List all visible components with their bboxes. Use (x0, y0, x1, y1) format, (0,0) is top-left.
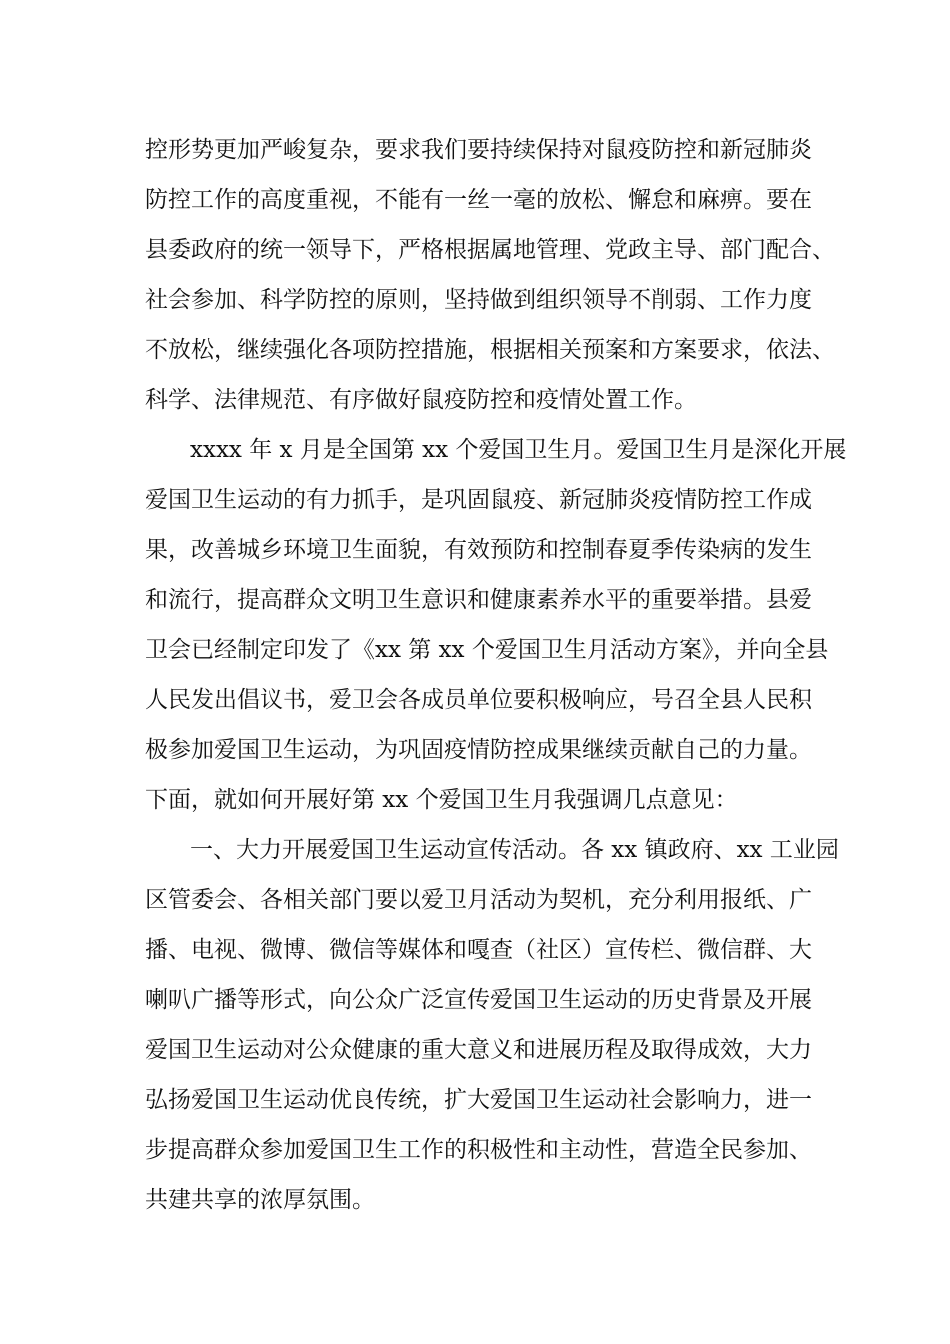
text-line: 喇叭广播等形式，向公众广泛宣传爱国卫生运动的历史背景及开展 (145, 987, 812, 1013)
text-line: 步提高群众参加爱国卫生工作的积极性和主动性，营造全民参加、 (145, 1137, 812, 1163)
text-line: 科学、法律规范、有序做好鼠疫防控和疫情处置工作。 (145, 387, 697, 413)
text-line: 和流行，提高群众文明卫生意识和健康素养水平的重要举措。县爱 (145, 587, 812, 613)
text-line: 极参加爱国卫生运动，为巩固疫情防控成果继续贡献自己的力量。 (145, 737, 812, 763)
text-line: 控形势更加严峻复杂，要求我们要持续保持对鼠疫防控和新冠肺炎 (145, 137, 812, 163)
text-line: 区管委会、各相关部门要以爱卫月活动为契机，充分利用报纸、广 (145, 887, 812, 913)
text-line: 弘扬爱国卫生运动优良传统，扩大爱国卫生运动社会影响力，进一 (145, 1087, 812, 1113)
text-line: 果，改善城乡环境卫生面貌，有效预防和控制春夏季传染病的发生 (145, 537, 812, 563)
paragraph-first-line: xxxx 年 x 月是全国第 xx 个爱国卫生月。爱国卫生月是深化开展 (190, 437, 847, 463)
text-line: 社会参加、科学防控的原则，坚持做到组织领导不削弱、工作力度 (145, 287, 812, 313)
text-line: 卫会已经制定印发了《xx 第 xx 个爱国卫生月活动方案》，并向全县 (145, 637, 829, 663)
text-line: 爱国卫生运动对公众健康的重大意义和进展历程及取得成效，大力 (145, 1037, 812, 1063)
text-line: 不放松，继续强化各项防控措施，根据相关预案和方案要求，依法、 (145, 337, 835, 363)
text-line: 人民发出倡议书，爱卫会各成员单位要积极响应，号召全县人民积 (145, 687, 812, 713)
paragraph-first-line: 一、大力开展爱国卫生运动宣传活动。各 xx 镇政府、xx 工业园 (190, 837, 839, 863)
text-line: 共建共享的浓厚氛围。 (145, 1187, 375, 1213)
text-line: 县委政府的统一领导下，严格根据属地管理、党政主导、部门配合、 (145, 237, 835, 263)
text-line: 下面，就如何开展好第 xx 个爱国卫生月我强调几点意见： (145, 787, 738, 813)
text-line: 防控工作的高度重视，不能有一丝一毫的放松、懈怠和麻痹。要在 (145, 187, 812, 213)
text-line: 爱国卫生运动的有力抓手，是巩固鼠疫、新冠肺炎疫情防控工作成 (145, 487, 812, 513)
text-line: 播、电视、微博、微信等媒体和嘎查（社区）宣传栏、微信群、大 (145, 937, 812, 963)
